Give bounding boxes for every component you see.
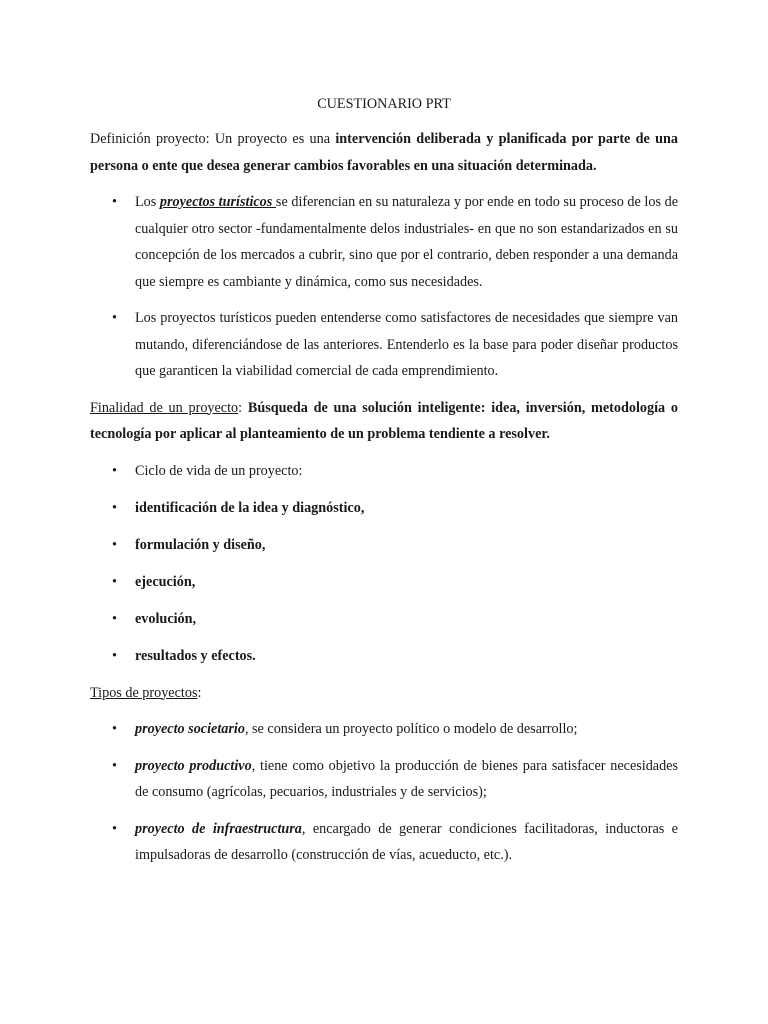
- bullet-icon: •: [112, 499, 117, 516]
- list-item: [90, 458, 678, 485]
- ciclo-stage: formulación y diseño,: [135, 536, 266, 553]
- list-item: [90, 753, 678, 806]
- tipo-term: proyecto de infraestructura: [135, 820, 302, 837]
- list-item: [90, 816, 678, 869]
- bullet-icon: •: [112, 820, 117, 837]
- document-title: CUESTIONARIO PRT: [317, 96, 451, 112]
- list-item: [90, 606, 678, 633]
- ciclo-intro: Ciclo de vida de un proyecto:: [135, 462, 303, 479]
- definicion-label: Definición proyecto:: [90, 131, 210, 147]
- list-item: [90, 189, 678, 295]
- list-item: [90, 643, 678, 670]
- turisticos-list: [90, 189, 678, 385]
- tipo-text: , tiene como objetivo la producción de bienes para satisfacer necesidades de consumo (agrícolas, pecuarios, industriales y de servicios);: [135, 757, 679, 800]
- list-item: [90, 532, 678, 559]
- ciclo-stage: evolución,: [135, 610, 197, 627]
- bullet-icon: •: [112, 573, 117, 590]
- ciclo-stage: resultados y efectos.: [135, 647, 256, 664]
- tipos-colon: :: [197, 684, 202, 701]
- tipos-label: Tipos de proyectos: [90, 684, 198, 701]
- list-item: [90, 495, 678, 522]
- tipo-text: , se considera un proyecto político o modelo de desarrollo;: [244, 721, 578, 737]
- bullet-icon: •: [112, 721, 117, 737]
- finalidad-label: Finalidad de un proyecto: [90, 399, 239, 416]
- finalidad-bold-text: Búsqueda de una solución inteligente: idea, inversión, metodología o tecnología por aplicar al planteamiento de un problema tendiente a resolver.: [90, 399, 678, 442]
- ciclo-list: [90, 458, 678, 670]
- tipo-term: proyecto societario: [135, 721, 245, 737]
- list-item: [90, 716, 678, 743]
- definicion-paragraph: [90, 126, 678, 179]
- bullet-icon: •: [112, 757, 117, 774]
- ciclo-stage: identificación de la idea y diagnóstico,: [135, 499, 365, 516]
- bullet-text: se diferencian en su naturaleza y por ende en todo su proceso de los de cualquier otro sector -fundamentalmente delos industriales- en que no son estandarizados en su concepción de los mercados a cubrir, sino que por el contrario, deben responder a una demanda que siempre es cambiante y dinámica, como sus necesidades.: [135, 194, 678, 290]
- definicion-text: Un proyecto es una: [209, 131, 336, 147]
- tipos-list: [90, 716, 678, 869]
- tipo-term: proyecto productivo: [135, 757, 252, 774]
- list-item: [90, 569, 678, 596]
- ciclo-stage: ejecución,: [135, 573, 196, 590]
- bullet-prefix: Los: [135, 194, 160, 210]
- finalidad-colon: :: [238, 399, 248, 416]
- bullet-icon: •: [112, 536, 117, 553]
- bullet-icon: •: [112, 610, 117, 627]
- bullet-text: Los proyectos turísticos pueden entenderse como satisfactores de necesidades que siempre van mutando, diferenciándose de las anteriores. Entenderlo es la base para poder diseñar productos que garanticen la viabilidad comercial de cada emprendimiento.: [135, 310, 678, 379]
- bullet-icon: •: [112, 194, 117, 210]
- bullet-icon: •: [112, 647, 117, 664]
- finalidad-paragraph: [90, 395, 678, 448]
- tipo-text: , encargado de generar condiciones facilitadoras, inductoras e impulsadoras de desarrollo (construcción de vías, acueducto, etc.).: [135, 820, 678, 863]
- bullet-icon: •: [112, 310, 117, 326]
- document-body: [90, 94, 678, 879]
- term-proyectos-turisticos: proyectos turísticos: [159, 194, 276, 210]
- list-item: [90, 305, 678, 385]
- definicion-bold-text: intervención deliberada y planificada por parte de una persona o ente que desea generar cambios favorables en una situación determinada.: [90, 131, 679, 174]
- bullet-icon: •: [112, 462, 117, 479]
- tipos-heading: [90, 680, 678, 707]
